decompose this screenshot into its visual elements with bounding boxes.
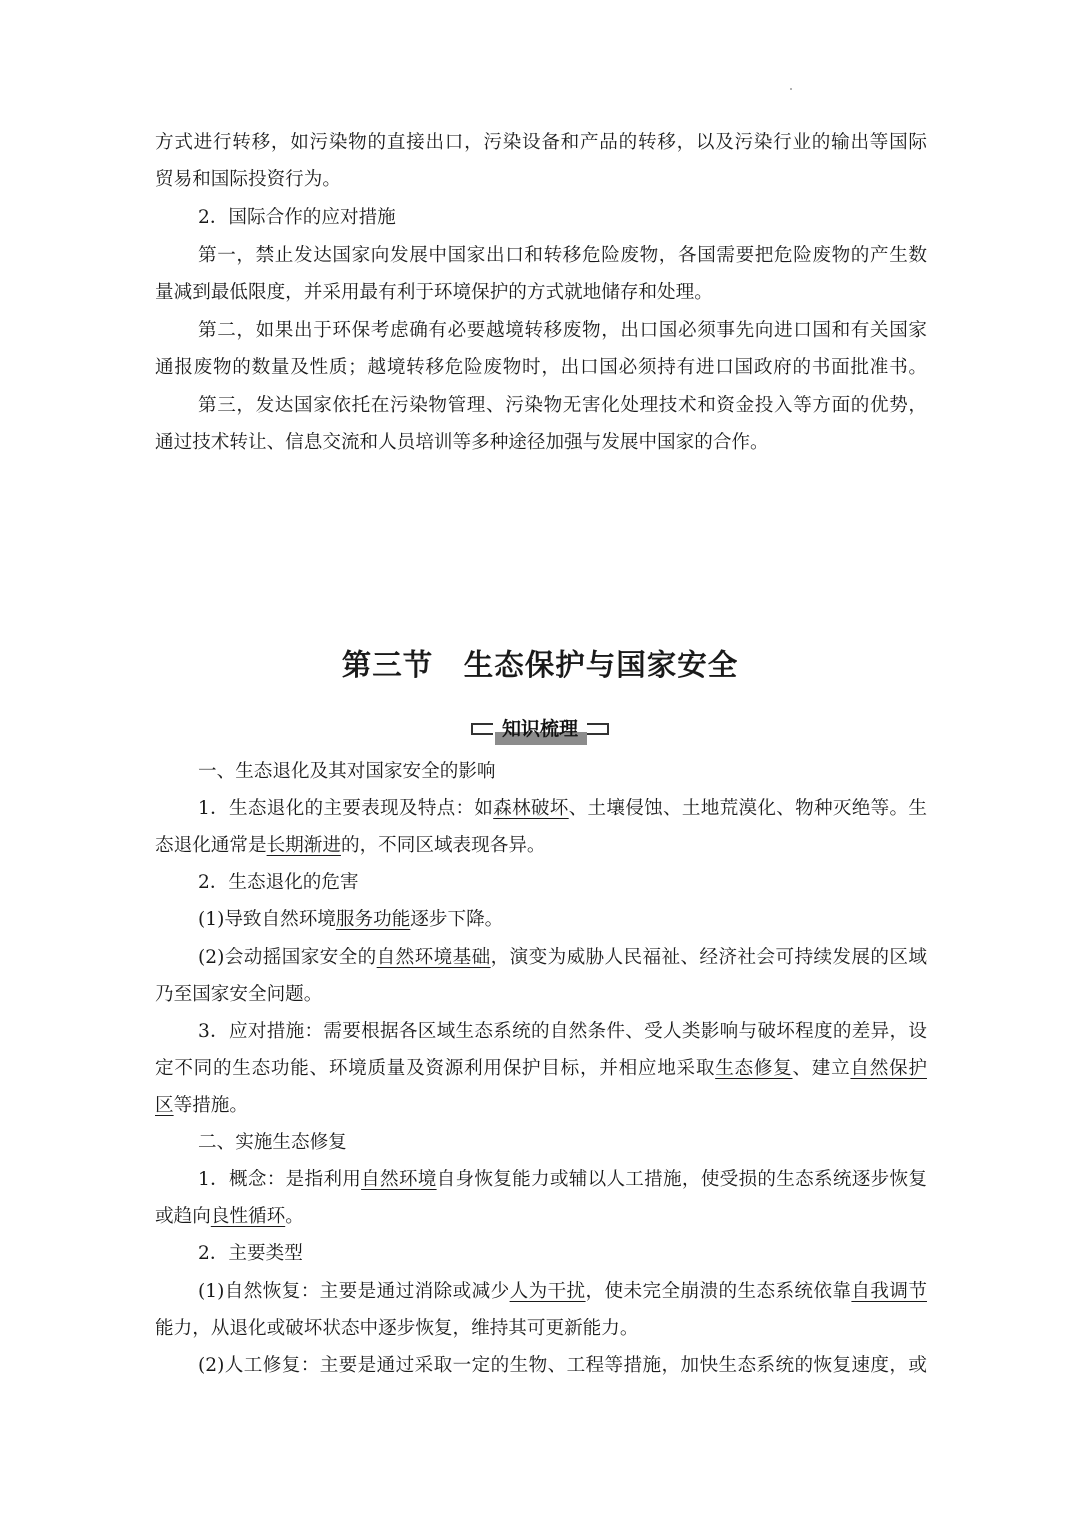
badge-right-rule [587,723,609,735]
paragraph-line: 态退化通常是长期渐进的，不同区域表现各异。 [155,835,546,856]
answer-underline: 自然环境 [361,1169,437,1190]
answer-underline: 服务功能 [335,909,411,930]
answer-underline: 自然保护 [850,1058,927,1079]
paragraph-line: 乃至国家安全问题。 [155,984,323,1005]
badge-left-rule [471,723,493,735]
paragraph-line: 通报废物的数量及性质；越境转移危险废物时，出口国必须持有进口国政府的书面批准书。 [155,357,927,378]
paragraph-line: (2)人工修复：主要是通过采取一定的生物、工程等措施，加快生态系统的恢复速度，或 [198,1355,927,1376]
badge-label: 知识梳理 [501,718,578,740]
paragraph-line: 区等措施。 [155,1095,248,1116]
answer-underline: 人为干扰 [509,1281,586,1302]
subheading-international-cooperation: 2．国际合作的应对措施 [198,207,396,228]
paragraph-line: 第一，禁止发达国家向发展中国家出口和转移危险废物，各国需要把危险废物的产生数 [198,245,927,266]
answer-underline: 长期渐进 [266,835,341,856]
answer-underline: 自我调节 [851,1281,927,1302]
paragraph-line: 定不同的生态功能、环境质量及资源利用保护目标，并相应地采取生态修复、建立自然保护 [155,1058,927,1079]
paragraph-line: 通过技术转让、信息交流和人员培训等多种途径加强与发展中国家的合作。 [155,432,769,453]
answer-underline: 生态修复 [715,1058,793,1079]
section-title: 第三节 生态保护与国家安全 [341,647,739,682]
paragraph-line: 贸易和国际投资行为。 [155,169,341,190]
paragraph-line: 能力，从退化或破坏状态中逐步恢复，维持其可更新能力。 [155,1318,639,1339]
heading-ecological-restoration: 二、实施生态修复 [198,1132,347,1153]
knowledge-summary-badge [469,714,611,748]
paragraph-line: (2)会动摇国家安全的自然环境基础，演变为威胁人民福祉、经济社会可持续发展的区域 [198,947,927,968]
paragraph-line: (1)导致自然环境服务功能逐步下降。 [198,909,504,930]
subheading-harm: 2．生态退化的危害 [198,872,359,893]
paragraph-line: 量减到最低限度，并采用最有利于环境保护的方式就地储存和处理。 [155,282,713,303]
heading-ecological-degradation: 一、生态退化及其对国家安全的影响 [198,761,496,782]
paragraph-line: (1)自然恢复：主要是通过消除或减少人为干扰，使未完全崩溃的生态系统依靠自我调节 [198,1281,927,1302]
paragraph-line: 或趋向良性循环。 [155,1206,304,1227]
paragraph-line: 第三，发达国家依托在污染物管理、污染物无害化处理技术和资金投入等方面的优势， [198,395,927,416]
answer-underline: 自然环境基础 [376,947,491,968]
paragraph-line: 方式进行转移，如污染物的直接出口，污染设备和产品的转移，以及污染行业的输出等国际 [155,132,927,153]
page-dot-mark [790,88,792,90]
answer-underline: 良性循环 [210,1206,286,1227]
paragraph-line: 3．应对措施：需要根据各区域生态系统的自然条件、受人类影响与破坏程度的差异，设 [198,1021,927,1042]
paragraph-line: 1．概念：是指利用自然环境自身恢复能力或辅以人工措施，使受损的生态系统逐步恢复 [198,1169,927,1190]
answer-underline: 区 [155,1095,174,1116]
subheading-main-types: 2．主要类型 [198,1243,303,1264]
paragraph-line: 第二，如果出于环保考虑确有必要越境转移废物，出口国必须事先向进口国和有关国家 [198,320,927,341]
paragraph-line: 1．生态退化的主要表现及特点：如森林破坏、土壤侵蚀、土地荒漠化、物种灭绝等。生 [198,798,927,819]
answer-underline: 森林破坏 [493,798,569,819]
